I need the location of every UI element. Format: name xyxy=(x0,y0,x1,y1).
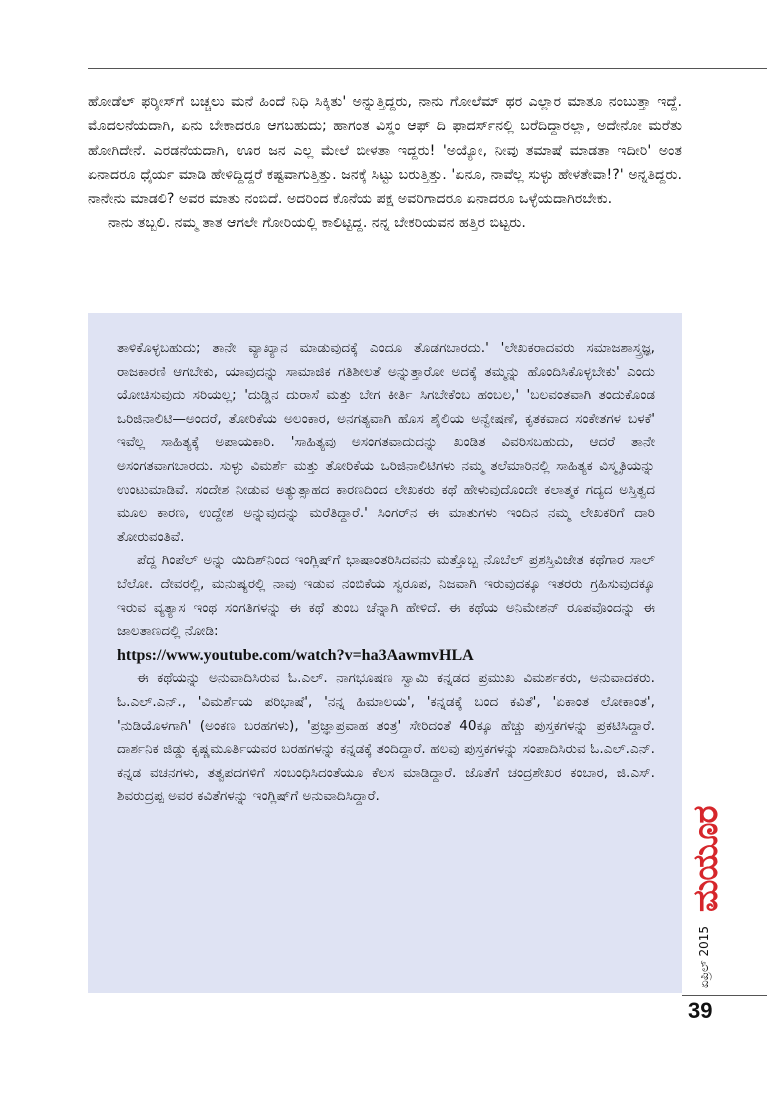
author-note-text xyxy=(117,337,655,809)
article-paragraph: ನಾನು ತಬ್ಬಲಿ. ನಮ್ಮ ತಾತ ಆಗಲೇ ಗೋರಿಯಲ್ಲಿ ಕಾಲಿಟ್ಟಿದ್ದ. ನನ್ನ ಬೇಕರಿಯವನ ಹತ್ತಿರ ಬಿಟ್ಟರು. xyxy=(108,215,526,232)
page-number-rule xyxy=(682,995,767,996)
video-link[interactable]: https://www.youtube.com/watch?v=ha3AawmvHLA xyxy=(117,646,474,664)
article-paragraph: ಹೋಡೆಲ್ ಫರ್‍ಶೀಸ್‌ಗೆ ಬಚ್ಚಲು ಮನೆ ಹಿಂದೆ ನಿಧಿ ಸಿಕ್ಕಿತು' ಅನ್ನುತ್ತಿದ್ದರು, ನಾನು ಗೋಲೆಮ್ ಥರ ಎಲ್ಲಾರ ಮಾತೂ ನಂಬುತ್ತಾ ಇದ್ದೆ. ಮೊದಲನೆಯದಾಗಿ, ಏನು ಬೇಕಾದರೂ ಆಗಬಹುದು; ಹಾಗಂತ ವಿಸ್ಡಂ ಆಫ್ ದಿ ಫಾದರ್ಸ್‌ನಲ್ಲಿ ಬರೆದಿದ್ದಾರಲ್ಲಾ, ಅದೇನೋ ಮರೆತು ಹೋಗಿದೇನೆ. ಎರಡನೆಯದಾಗಿ, ಊರ ಜನ ಎಲ್ಲ ಮೇಲೆ ಬೀಳತಾ ಇದ್ದರು! 'ಅಯ್ಯೋ, ನೀವು ತಮಾಷೆ ಮಾಡತಾ ಇದೀರಿ' ಅಂತ ಏನಾದರೂ ಧೈರ್ಯ ಮಾಡಿ ಹೇಳಿದ್ದಿದ್ದರೆ ಕಷ್ಟವಾಗುತ್ತಿತ್ತು. ಜನಕ್ಕೆ ಸಿಟ್ಟು ಬರುತ್ತಿತ್ತು. 'ಏನೂ, ನಾವೆಲ್ಲ ಸುಳ್ಳು ಹೇಳತೇವಾ!?' ಅನ್ನತಿದ್ದರು. ನಾನೇನು ಮಾಡಲಿ? ಅವರ ಮಾತು ನಂಬಿದೆ. ಅದರಿಂದ ಕೊನೆಯ ಪಕ್ಷ ಅವರಿಗಾದರೂ ಏನಾದರೂ ಒಳ್ಳೆಯದಾಗಿರಬೇಕು. xyxy=(88,94,682,208)
issue-date: ಏಪ್ರಿಲ್ 2015 xyxy=(697,926,711,988)
note-paragraph: ಪೆದ್ದ ಗಿಂಪೆಲ್ ಅನ್ನು ಯಿದಿಶ್‌ನಿಂದ ಇಂಗ್ಲಿಷ್‌ಗೆ ಭಾಷಾಂತರಿಸಿದವನು ಮತ್ತೊಬ್ಬ ನೊಬೆಲ್ ಪ್ರಶಸ್ತಿವಿಜೇತ ಕಥೆಗಾರ ಸಾಲ್ ಬೆಲೋ. ದೇವರಲ್ಲಿ, ಮನುಷ್ಯರಲ್ಲಿ ನಾವು ಇಡುವ ನಂಬಿಕೆಯ ಸ್ವರೂಪ, ನಿಜವಾಗಿ ಇರುವುದಕ್ಕೂ ಇತರರು ಗ್ರಹಿಸುವುದಕ್ಕೂ ಇರುವ ವ್ಯತ್ಯಾಸ ಇಂಥ ಸಂಗತಿಗಳನ್ನು ಈ ಕಥೆ ತುಂಬ ಚೆನ್ನಾಗಿ ಹೇಳಿದೆ. ಈ ಕಥೆಯ ಅನಿಮೇಶನ್ ರೂಪವೊಂದನ್ನು ಈ ಜಾಲತಾಣದಲ್ಲಿ ನೋಡಿ: xyxy=(117,552,655,640)
page-number: 39 xyxy=(688,998,713,1023)
note-paragraph: ತಾಳಿಕೊಳ್ಳಬಹುದು; ತಾನೇ ವ್ಯಾಖ್ಯಾನ ಮಾಡುವುದಕ್ಕೆ ಎಂದೂ ತೊಡಗಬಾರದು.' 'ಲೇಖಕರಾದವರು ಸಮಾಜಶಾಸ್ತ್ರಜ್ಞ, ರಾಜಕಾರಣಿ ಆಗಬೇಕು, ಯಾವುದನ್ನು ಸಾಮಾಜಿಕ ಗತಿಶೀಲತೆ ಅನ್ನುತ್ತಾರೋ ಅದಕ್ಕೆ ತಮ್ಮನ್ನು ಹೊಂದಿಸಿಕೊಳ್ಳಬೇಕು' ಎಂದು ಯೋಚಿಸುವುದು ಸರಿಯಲ್ಲ; 'ದುಡ್ಡಿನ ದುರಾಸೆ ಮತ್ತು ಬೇಗ ಕೀರ್ತಿ ಸಿಗಬೇಕೆಂಬ ಹಂಬಲ,' 'ಬಲವಂತವಾಗಿ ತಂದುಕೊಂಡ ಒರಿಜಿನಾಲಿಟಿ—ಅಂದರೆ, ತೋರಿಕೆಯ ಅಲಂಕಾರ, ಅನಗತ್ಯವಾಗಿ ಹೊಸ ಶೈಲಿಯ ಅನ್ವೇಷಣೆ, ಕೃತಕವಾದ ಸಂಕೇತಗಳ ಬಳಕೆ' ಇವೆಲ್ಲ ಸಾಹಿತ್ಯಕ್ಕೆ ಅಪಾಯಕಾರಿ. 'ಸಾಹಿತ್ಯವು ಅಸಂಗತವಾದುದನ್ನು ಖಂಡಿತ ವಿವರಿಸಬಹುದು, ಆದರೆ ತಾನೇ ಅಸಂಗತವಾಗಬಾರದು. ಸುಳ್ಳು ವಿಮರ್ಶೆ ಮತ್ತು ತೋರಿಕೆಯ ಒರಿಜಿನಾಲಿಟಿಗಳು ನಮ್ಮ ತಲೆಮಾರಿನಲ್ಲಿ ಸಾಹಿತ್ಯಕ ವಿಸ್ಮೃತಿಯನ್ನು ಉಂಟುಮಾಡಿವೆ. ಸಂದೇಶ ನೀಡುವ ಅತ್ಯುತ್ಸಾಹದ ಕಾರಣದಿಂದ ಲೇಖಕರು ಕಥೆ ಹೇಳುವುದೊಂದೇ ಕಲಾತ್ಮಕ ಗದ್ಯದ ಅಸ್ತಿತ್ವದ ಮೂಲ ಕಾರಣ, ಉದ್ದೇಶ ಅನ್ನುವುದನ್ನು ಮರೆತಿದ್ದಾರೆ.' ಸಿಂಗರ್‌ನ ಈ ಮಾತುಗಳು ಇಂದಿನ ನಮ್ಮ ಲೇಖಕರಿಗೆ ದಾರಿ ತೋರುವಂತಿವೆ. xyxy=(117,340,655,545)
magazine-logo: ಮಯೂರ xyxy=(686,806,726,912)
article-text xyxy=(88,90,682,236)
note-paragraph: ಈ ಕಥೆಯನ್ನು ಅನುವಾದಿಸಿರುವ ಓ.ಎಲ್. ನಾಗಭೂಷಣ ಸ್ವಾಮಿ ಕನ್ನಡದ ಪ್ರಮುಖ ವಿಮರ್ಶಕರು, ಅನುವಾದಕರು. ಓ.ಎಲ್.ಎನ್., 'ವಿಮರ್ಶೆಯ ಪರಿಭಾಷೆ', 'ನನ್ನ ಹಿಮಾಲಯ', 'ಕನ್ನಡಕ್ಕೆ ಬಂದ ಕವಿತೆ', 'ಏಕಾಂತ ಲೋಕಾಂತ', 'ನುಡಿಯೊಳಗಾಗಿ' (ಅಂಕಣ ಬರಹಗಳು), 'ಪ್ರಜ್ಞಾಪ್ರವಾಹ ತಂತ್ರ' ಸೇರಿದಂತೆ 40ಕ್ಕೂ ಹೆಚ್ಚು ಪುಸ್ತಕಗಳನ್ನು ಪ್ರಕಟಿಸಿದ್ದಾರೆ. ದಾರ್ಶನಿಕ ಜಿಡ್ಡು ಕೃಷ್ಣಮೂರ್ತಿಯವರ ಬರಹಗಳನ್ನು ಕನ್ನಡಕ್ಕೆ ತಂದಿದ್ದಾರೆ. ಹಲವು ಪುಸ್ತಕಗಳನ್ನು ಸಂಪಾದಿಸಿರುವ ಓ.ಎಲ್.ಎನ್. ಕನ್ನಡ ವಚನಗಳು, ತತ್ವಪದಗಳಿಗೆ ಸಂಬಂಧಿಸಿದಂತೆಯೂ ಕೆಲಸ ಮಾಡಿದ್ದಾರೆ. ಜೊತೆಗೆ ಚಂದ್ರಶೇಖರ ಕಂಬಾರ, ಜಿ.ಎಸ್. ಶಿವರುದ್ರಪ್ಪ ಅವರ ಕವಿತೆಗಳನ್ನು ಇಂಗ್ಲಿಷ್‌ಗೆ ಅನುವಾದಿಸಿದ್ದಾರೆ. xyxy=(117,670,655,805)
top-rule xyxy=(88,68,767,69)
